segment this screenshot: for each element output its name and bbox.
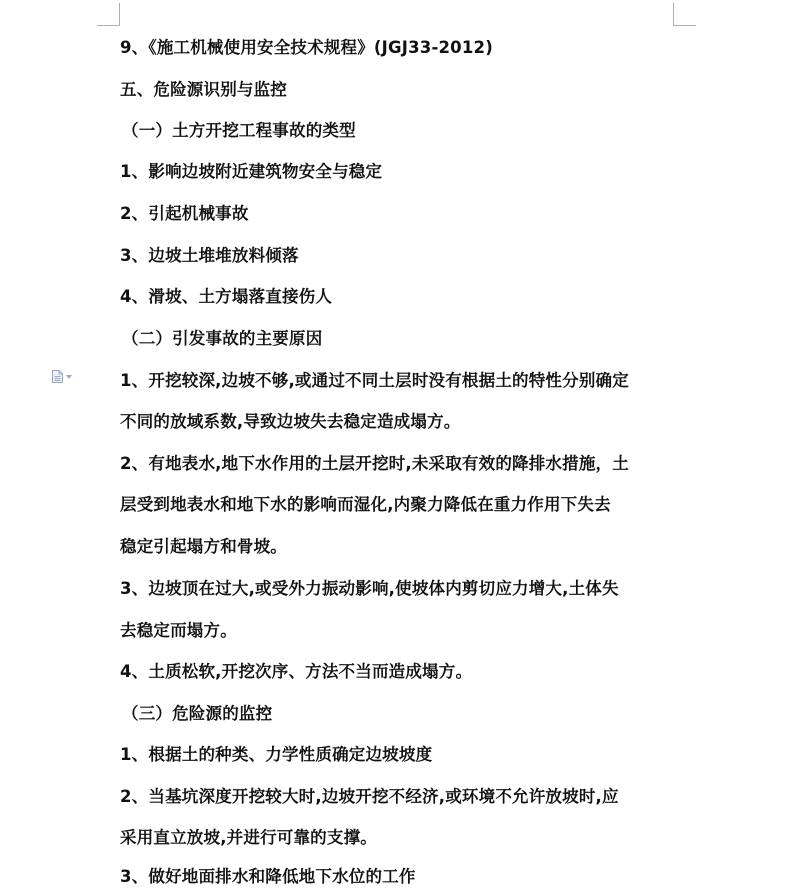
document-line: 4、滑坡、土方塌落直接伤人 xyxy=(120,287,333,306)
document-line: 去稳定而塌方。 xyxy=(120,621,237,640)
document-line: 2、当基坑深度开挖较大时,边坡开挖不经济,或环境不允许放坡时,应 xyxy=(120,787,619,806)
section-heading: 五、危险源识别与监控 xyxy=(120,80,287,99)
document-line: 3、边坡土堆堆放料倾落 xyxy=(120,246,299,265)
document-line: 1、开挖较深,边坡不够,或通过不同土层时没有根据土的特性分别确定 xyxy=(120,371,629,390)
document-line: 3、做好地面排水和降低地下水位的工作 xyxy=(120,867,416,886)
document-line: 9、《施工机械使用安全技术规程》(JGJ33-2012) xyxy=(120,38,493,57)
subsection-heading: （一）土方开挖工程事故的类型 xyxy=(122,121,356,140)
subsection-heading: （二）引发事故的主要原因 xyxy=(122,329,323,348)
document-line: 2、引起机械事故 xyxy=(120,204,249,223)
document-line: 2、有地表水,地下水作用的土层开挖时,未采取有效的降排水措施，土 xyxy=(120,454,629,473)
document-line: 稳定引起塌方和骨坡。 xyxy=(120,537,287,556)
document-line: 不同的放域系数,导致边坡失去稳定造成塌方。 xyxy=(120,412,461,431)
document-line: 4、土质松软,开挖次序、方法不当而造成塌方。 xyxy=(120,662,473,681)
document-line: 3、边坡顶在过大,或受外力振动影响,使坡体内剪切应力增大,土体失 xyxy=(120,579,619,598)
document-line: 1、影响边坡附近建筑物安全与稳定 xyxy=(120,162,383,181)
document-line: 层受到地表水和地下水的影响而湿化,内聚力降低在重力作用下失去 xyxy=(120,495,611,514)
document-line: 采用直立放坡,并进行可靠的支撑。 xyxy=(120,828,377,847)
subsection-heading: （三）危险源的监控 xyxy=(122,704,273,723)
document-line: 1、根据土的种类、力学性质确定边坡坡度 xyxy=(120,745,433,764)
